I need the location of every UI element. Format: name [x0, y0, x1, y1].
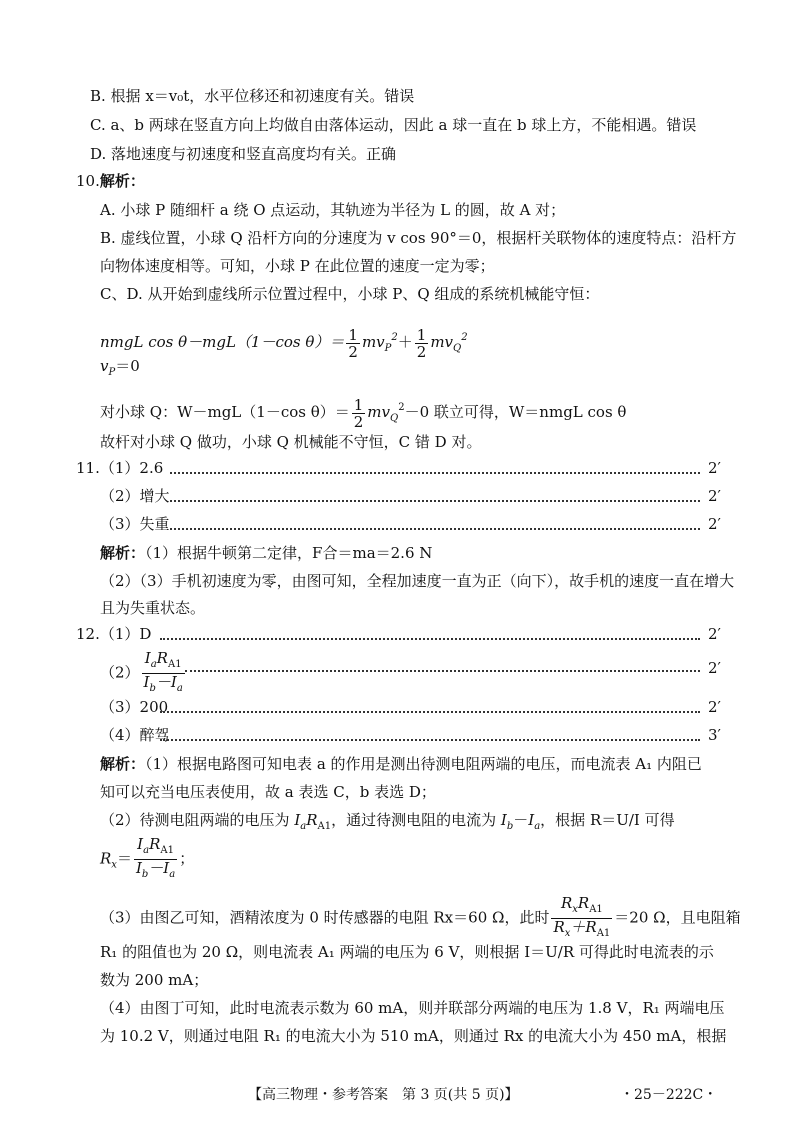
q10-line-b2: 向物体速度相等。可知，小球 P 在此位置的速度一定为零；	[100, 257, 495, 275]
q11-answer-1: 11.（1）2.6	[76, 459, 164, 477]
q11-answer-2: （2）增大	[100, 487, 170, 505]
doc-code: ・25－222C・	[620, 1087, 718, 1103]
score-11-3: 2′	[708, 515, 721, 533]
energy-equation: nmgL cos θ－mgL（1－cos θ）＝ $\frac{1}{2}$ $mv_P^2+$ $\frac{1}{2}$ $mv_Q^2$	[100, 325, 468, 361]
q10-heading	[76, 171, 145, 191]
q10-number: 10.	[76, 172, 100, 190]
vp-equation: $v_P=0$	[100, 357, 140, 378]
q12-exp-line8: （4）由图丁可知，此时电流表示数为 60 mA，则并联部分两端的电压为 1.8 V，R₁ 两端电压	[100, 999, 725, 1017]
q11-answer-3: （3）失重	[100, 515, 170, 533]
q11-exp-line2: （2）（3）手机初速度为零，由图可知，全程加速度一直为正（向下），故手机的速度一直在增大	[100, 572, 735, 590]
leader-dots	[170, 472, 700, 474]
q10-conclusion: 故杆对小球 Q 做功，小球 Q 机械能不守恒，C 错 D 对。	[100, 433, 482, 451]
option-c-line: C. a、b 两球在竖直方向上均做自由落体运动，因此 a 球一直在 b 球上方，不能相遇。错误	[90, 116, 697, 134]
rx-formula: $R_x=$ $\frac{I_aR_{A1}}{I_b-I_a}$ ；	[100, 835, 195, 880]
score-12-1: 2′	[708, 625, 721, 643]
score-11-2: 2′	[708, 487, 721, 505]
q12-exp-line1: 解析：（1）根据电路图可知电表 a 的作用是测出待测电阻两端的电压，而电流表 A₁ 内阻已	[100, 755, 702, 773]
option-b-line: B. 根据 x＝v₀t，水平位移还和初速度有关。错误	[90, 87, 415, 105]
q12-answer-4: （4）醉驾	[100, 726, 170, 744]
q10-label: 解析：	[99, 172, 145, 190]
q12-exp-line6: R₁ 的阻值也为 20 Ω，则电流表 A₁ 两端的电压为 6 V，则根据 I＝U/R 可得此时电流表的示	[100, 943, 714, 961]
score-11-1: 2′	[708, 459, 721, 477]
q12-exp-line9: 为 10.2 V，则通过电阻 R₁ 的电流大小为 510 mA，则通过 Rx 的电流大小为 450 mA，根据	[100, 1027, 727, 1045]
q12-exp-line7: 数为 200 mA；	[100, 971, 209, 989]
q12-answer-2: （2） $\frac{I_aR_{A1}}{I_b-I_a}$	[100, 650, 187, 697]
leader-dots	[160, 711, 700, 713]
q11-exp-line1: 解析：（1）根据牛顿第二定律，F合＝ma＝2.6 N	[100, 544, 433, 562]
q10-line-a: A. 小球 P 随细杆 a 绕 O 点运动，其轨迹为半径为 L 的圆，故 A 对；	[100, 201, 566, 219]
score-12-4: 3′	[708, 726, 721, 744]
q10-line-b1: B. 虚线位置，小球 Q 沿杆方向的分速度为 v cos 90°＝0，根据杆关联物体的速度特点：沿杆方	[100, 229, 737, 247]
formula-fraction: $\frac{I_aR_{A1}}{I_b-I_a}$	[143, 649, 183, 694]
q10-line-cd: C、D. 从开始到虚线所示位置过程中，小球 P、Q 组成的系统机械能守恒：	[100, 285, 600, 303]
q12-exp-line5: （3）由图乙可知，酒精浓度为 0 时传感器的电阻 Rx＝60 Ω，此时 $\frac{R_xR_{A1}}{R_x+R_{A1}}$ ＝20 Ω，且电阻箱	[100, 894, 741, 939]
page-footer: 【高三物理・参考答案 第 3 页(共 5 页)】	[248, 1087, 519, 1103]
q12-answer-1: 12.（1）D	[76, 625, 152, 643]
leader-dots	[170, 500, 700, 502]
q11-exp-line3: 且为失重状态。	[100, 599, 206, 617]
leader-dots	[160, 638, 700, 640]
q12-exp-line3: （2）待测电阻两端的电压为 $I_aR_{A1}$，通过待测电阻的电流为 $I_b-I_a$，根据 R＝U/I 可得	[100, 811, 675, 832]
score-12-3: 2′	[708, 698, 721, 716]
q12-exp-line2: 知可以充当电压表使用，故 a 表选 C，b 表选 D；	[100, 783, 436, 801]
leader-dots	[160, 739, 700, 741]
leader-dots	[185, 670, 700, 672]
leader-dots	[170, 528, 700, 530]
score-12-2: 2′	[708, 659, 721, 677]
work-equation: 对小球 Q：W－mgL（1－cos θ）＝ $\frac{1}{2}$ $mv_Q^2-0$ 联立可得，W＝nmgL cos θ	[100, 395, 627, 431]
q12-answer-3: （3）200	[100, 698, 169, 716]
option-d-line: D. 落地速度与初速度和竖直高度均有关。正确	[90, 145, 397, 163]
